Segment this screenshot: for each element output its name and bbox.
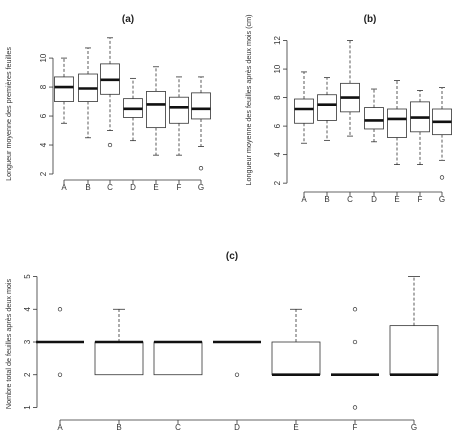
box-F (331, 307, 379, 409)
box-B (95, 309, 143, 374)
y-tick-label: 12 (273, 36, 282, 46)
x-tick-label: D (234, 423, 240, 432)
y-tick-label: 4 (273, 152, 282, 157)
y-tick-label: 2 (273, 180, 282, 186)
outlier-point (440, 176, 444, 180)
x-tick-label: F (417, 195, 423, 204)
x-tick-label: A (301, 195, 307, 204)
panel-b-title: (b) (363, 14, 377, 25)
x-tick-label: B (324, 195, 330, 204)
box-body (170, 97, 189, 123)
box-body (95, 342, 143, 375)
outlier-point (353, 307, 357, 311)
box-body (154, 342, 202, 375)
box-F (170, 77, 189, 155)
x-tick-label: E (394, 195, 400, 204)
box-body (272, 342, 320, 375)
x-tick-label: B (85, 183, 91, 192)
y-tick-label: 1 (23, 405, 32, 410)
x-tick-label: B (116, 423, 122, 432)
box-D (213, 342, 261, 377)
panel-b-ylabel: Longueur moyenne des feuilles après deux mois (cm) (244, 14, 253, 186)
box-A (36, 307, 84, 376)
box-E (272, 309, 320, 374)
box-F (411, 90, 430, 164)
panel-b (244, 14, 452, 204)
outlier-point (235, 373, 239, 377)
box-B (79, 48, 98, 138)
outlier-point (58, 373, 62, 377)
y-tick-label: 4 (39, 142, 48, 148)
box-E (147, 67, 166, 155)
x-tick-label: G (410, 423, 418, 432)
box-body (55, 77, 74, 102)
outlier-point (58, 307, 62, 311)
box-body (295, 99, 314, 123)
outlier-point (353, 406, 357, 410)
x-tick-label: F (352, 423, 358, 432)
x-tick-label: A (57, 423, 63, 432)
panel-a-title: (a) (121, 14, 135, 25)
x-tick-label: C (107, 183, 113, 192)
box-D (124, 78, 143, 140)
box-body (365, 108, 384, 129)
box-body (318, 95, 337, 121)
x-tick-label: E (153, 183, 159, 192)
x-tick-label: D (130, 183, 136, 192)
y-tick-label: 8 (273, 95, 282, 100)
box-body (390, 326, 438, 375)
y-tick-label: 10 (38, 53, 48, 63)
panel-c-title: (c) (225, 251, 239, 262)
y-tick-label: 10 (273, 64, 282, 74)
y-tick-label: 6 (273, 123, 282, 129)
box-A (55, 58, 74, 123)
x-tick-label: G (197, 183, 205, 192)
box-E (388, 80, 407, 164)
x-tick-label: C (175, 423, 181, 432)
box-G (433, 88, 452, 180)
box-A (295, 72, 314, 143)
x-tick-label: D (371, 195, 377, 204)
outlier-point (353, 340, 357, 344)
x-tick-label: C (347, 195, 353, 204)
y-tick-label: 4 (23, 307, 32, 312)
outlier-point (199, 166, 203, 170)
x-tick-label: F (176, 183, 182, 192)
box-B (318, 78, 337, 141)
box-body (192, 93, 211, 119)
box-body (147, 91, 166, 127)
x-tick-label: E (293, 423, 299, 432)
y-tick-label: 2 (23, 372, 32, 377)
box-G (390, 277, 438, 375)
panel-c (4, 251, 438, 432)
box-D (365, 89, 384, 142)
box-C (101, 38, 120, 147)
box-body (388, 109, 407, 138)
panel-a-ylabel: Longueur moyenne des premières feuilles (4, 47, 13, 181)
y-tick-label: 2 (39, 171, 48, 177)
outlier-point (108, 143, 112, 147)
x-tick-label: G (438, 195, 446, 204)
panel-c-ylabel: Nombre total de feuilles après deux mois (4, 278, 13, 410)
box-G (192, 77, 211, 170)
box-C (154, 342, 202, 375)
panel-a (4, 14, 211, 192)
x-tick-label: A (61, 183, 67, 192)
y-tick-label: 6 (39, 113, 48, 119)
box-C (341, 41, 360, 137)
y-tick-label: 5 (23, 274, 32, 279)
y-tick-label: 3 (23, 339, 32, 345)
y-tick-label: 8 (39, 84, 48, 90)
